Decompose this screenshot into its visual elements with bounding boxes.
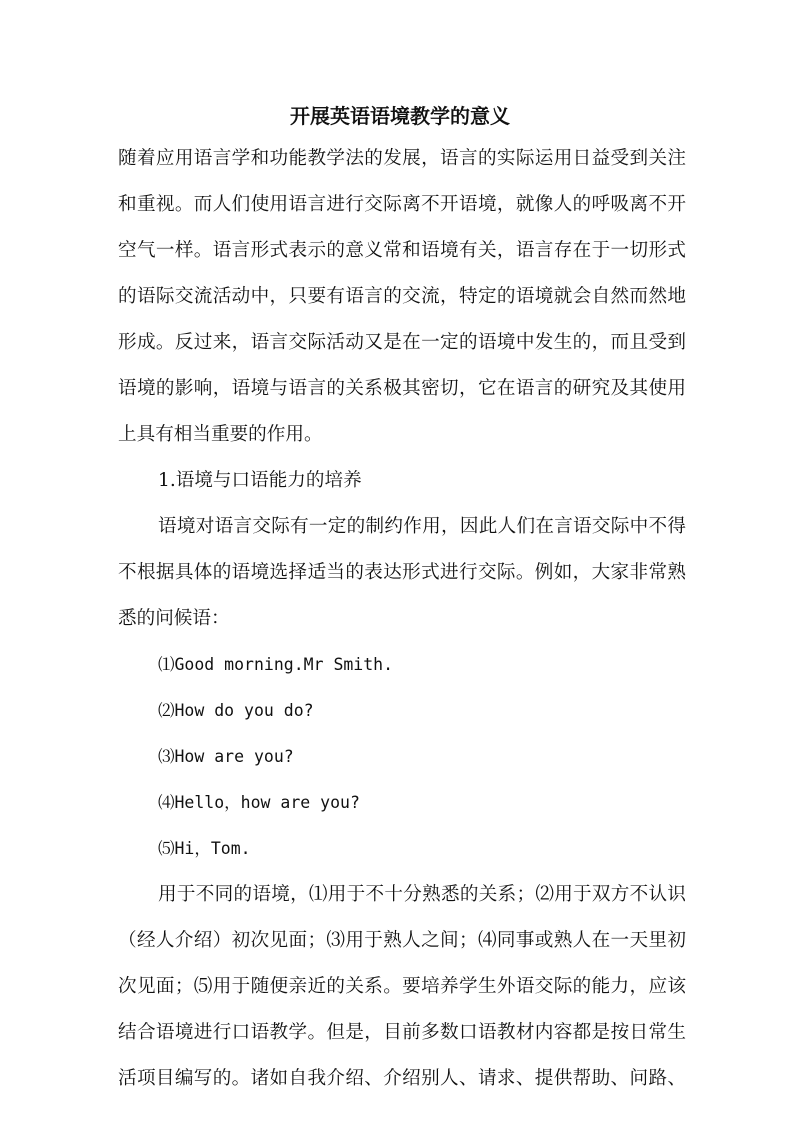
greeting-example: ⑷Hello，how are you? bbox=[158, 793, 360, 812]
paragraph-line: 活项目编写的。诸如自我介绍、介绍别人、请求、提供帮助、问路、 bbox=[118, 1068, 686, 1089]
paragraph-line: 和重视。而人们使用语言进行交际离不开语境，就像人的呼吸离不开 bbox=[118, 194, 686, 215]
paragraph-line: 上具有相当重要的作用。 bbox=[118, 424, 323, 445]
paragraph-line: 语境的影响，语境与语言的关系极其密切，它在语言的研究及其使用 bbox=[118, 378, 686, 399]
paragraph-line: 形成。反过来，语言交际活动又是在一定的语境中发生的，而且受到 bbox=[118, 332, 686, 353]
paragraph-line: 悉的问候语： bbox=[118, 608, 230, 629]
paragraph-line: 随着应用语言学和功能教学法的发展，语言的实际运用日益受到关注 bbox=[118, 148, 686, 169]
paragraph-line: 空气一样。语言形式表示的意义常和语境有关，语言存在于一切形式 bbox=[118, 240, 686, 261]
paragraph-line: 语境对语言交际有一定的制约作用，因此人们在言语交际中不得 bbox=[158, 516, 686, 537]
paragraph-line: （经人介绍）初次见面；⑶用于熟人之间；⑷同事或熟人在一天里初 bbox=[118, 930, 686, 951]
paragraph-line: 用于不同的语境，⑴用于不十分熟悉的关系；⑵用于双方不认识 bbox=[158, 884, 686, 905]
paragraph-line: 的语际交流活动中，只要有语言的交流，特定的语境就会自然而然地 bbox=[118, 286, 686, 307]
greeting-example: ⑵How do you do? bbox=[158, 701, 314, 720]
greeting-example: ⑸Hi，Tom. bbox=[158, 839, 251, 858]
document-title: 开展英语语境教学的意义 bbox=[290, 104, 510, 128]
greeting-example: ⑶How are you? bbox=[158, 747, 294, 766]
greeting-example: ⑴Good morning.Mr Smith. bbox=[158, 655, 394, 674]
paragraph-line: 次见面；⑸用于随便亲近的关系。要培养学生外语交际的能力，应该 bbox=[118, 976, 686, 997]
paragraph-line: 结合语境进行口语教学。但是，目前多数口语教材内容都是按日常生 bbox=[118, 1022, 686, 1043]
section-heading: 1.语境与口语能力的培养 bbox=[158, 470, 362, 491]
paragraph-line: 不根据具体的语境选择适当的表达形式进行交际。例如，大家非常熟 bbox=[118, 562, 686, 583]
